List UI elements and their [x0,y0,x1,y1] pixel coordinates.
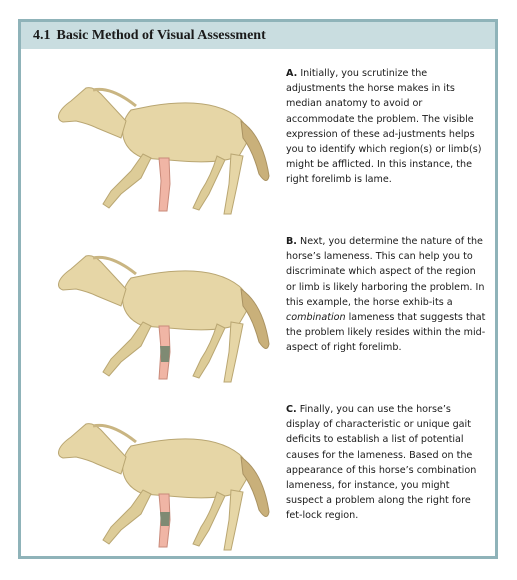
horse-b [59,256,270,382]
figure-title-bar [21,22,495,49]
panel-c [21,402,495,562]
panel-b [21,234,495,394]
lame-fetlock-region-c [160,512,170,526]
horse-illustration-c [31,402,281,552]
horse-c [59,424,270,550]
panel-b-emphasis: combination [286,312,346,324]
panel-b-caption [286,234,486,356]
figure-title [33,28,266,44]
panel-a [21,66,495,226]
figure-frame [18,19,498,559]
horse-illustration-a [31,66,281,216]
panel-b-letter: B. [286,236,297,247]
lame-right-forelimb-a [159,158,170,211]
panel-c-letter: C. [286,404,297,415]
panel-a-text: Initially, you scrutinize the adjustments the horse makes in its median anatomy to avoid or accommodate the problem. The visible expression of these ad-justments helps you to identify which region(s) or limb(s) might be afflicted. In this instance, the right forelimb is lame. [286,68,482,186]
figure-title-text: Basic Method of Visual Assessment [56,28,266,43]
panel-a-letter: A. [286,68,298,79]
panel-c-text: Finally, you can use the horse’s display of characteristic or unique gait deficits to establish a list of potential causes for the lameness. Based on the appearance of this horse’s combination lameness, for instance, you might suspect a problem along the right fore fet-lock region. [286,404,477,522]
panel-b-text-after: lameness that suggests that the problem likely resides within the mid-aspect of right forelimb. [286,312,486,354]
panel-a-caption [286,66,486,188]
lame-mid-limb-region-b [160,346,170,362]
horse-illustration-b [31,234,281,384]
panel-b-text-before: Next, you determine the nature of the horse’s lameness. This can help you to discriminate which aspect of the region or limb is likely harboring the problem. In this example, the horse exhib-its a [286,236,485,308]
horse-a [59,88,270,214]
panel-c-caption [286,402,486,524]
figure-number: 4.1 [33,28,51,43]
